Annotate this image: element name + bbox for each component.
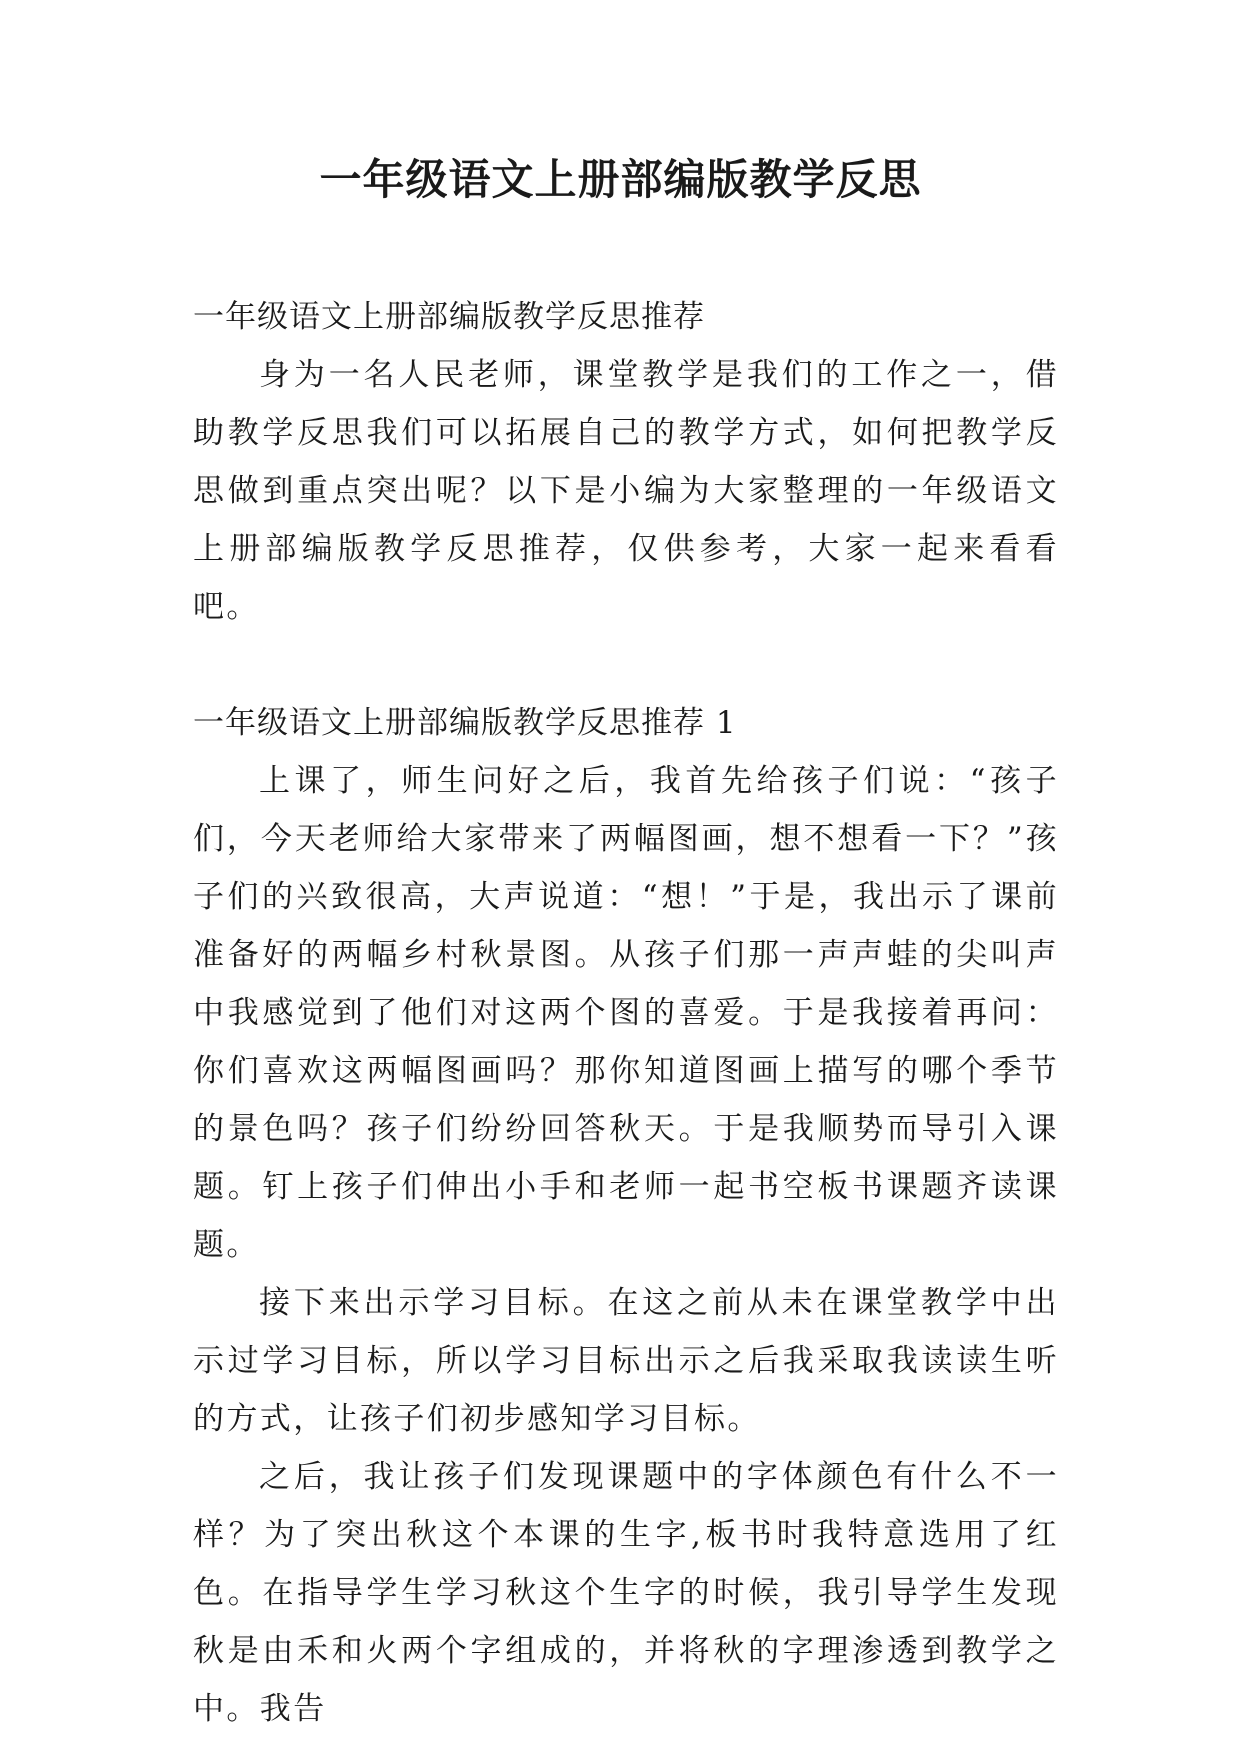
section1-heading: 一年级语文上册部编版教学反思推荐 1 — [193, 705, 737, 741]
document-title: 一年级语文上册部编版教学反思 — [319, 155, 922, 204]
intro-paragraph: 身为一名人民老师，课堂教学是我们的工作之一，借助教学反思我们可以拓展自己的教学方式，如何把教学反思做到重点突出呢？以下是小编为大家整理的一年级语文上册部编版教学反思推荐，仅供参考，大家一起来看看吧。 — [193, 357, 1059, 625]
section1-paragraph-1: 上课了，师生问好之后，我首先给孩子们说：“孩子们，今天老师给大家带来了两幅图画，想不想看一下？”孩子们的兴致很高，大声说道：“想！”于是，我出示了课前准备好的两幅乡村秋景图。从孩子们那一声声蛙的尖叫声中我感觉到了他们对这两个图的喜爱。于是我接着再问：你们喜欢这两幅图画吗？那你知道图画上描写的哪个季节的景色吗？孩子们纷纷回答秋天。于是我顺势而导引入课题。钉上孩子们伸出小手和老师一起书空板书课题齐读课题。 — [193, 763, 1059, 1263]
section1-paragraph-2: 接下来出示学习目标。在这之前从未在课堂教学中出示过学习目标，所以学习目标出示之后我采取我读读生听的方式，让孩子们初步感知学习目标。 — [193, 1285, 1059, 1437]
document-body — [193, 288, 1059, 1738]
section1-paragraph-3: 之后，我让孩子们发现课题中的字体颜色有什么不一样？为了突出秋这个本课的生字,板书时我特意选用了红色。在指导学生学习秋这个生字的时候，我引导学生发现秋是由禾和火两个字组成的，并将秋的字理渗透到教学之中。我告 — [193, 1459, 1059, 1727]
intro-heading: 一年级语文上册部编版教学反思推荐 — [193, 299, 705, 335]
section-spacer — [193, 636, 1059, 694]
